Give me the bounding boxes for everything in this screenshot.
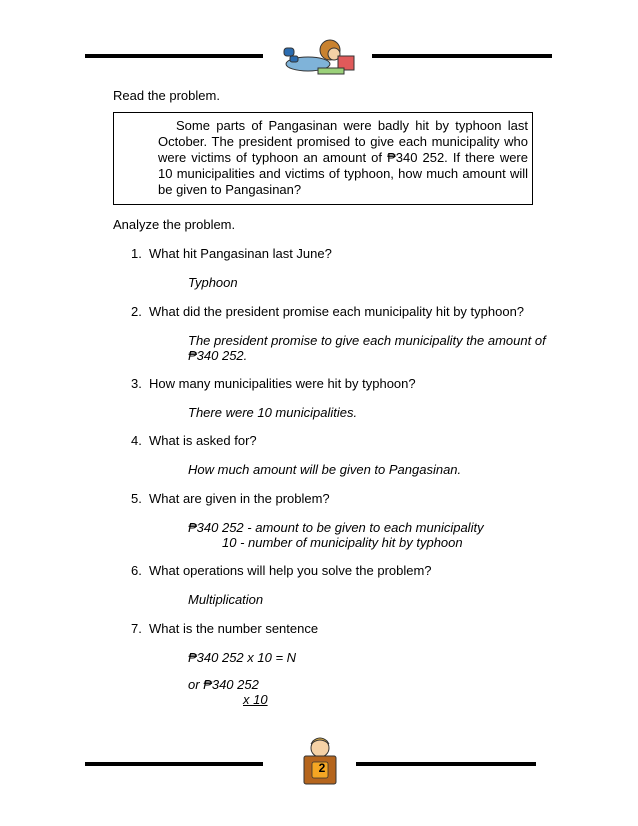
question-3: 3. How many municipalities were hit by typhoon? — [131, 376, 416, 391]
answer-6: Multiplication — [188, 592, 264, 607]
page-number: 2 — [318, 761, 326, 775]
answer-4: How much amount will be given to Pangasinan. — [188, 462, 462, 477]
question-7: 7. What is the number sentence — [131, 621, 319, 636]
answer-2-line2: ₱340 252. — [188, 348, 248, 363]
answer-5-line1: ₱340 252 - amount to be given to each municipality — [188, 520, 484, 535]
problem-text — [158, 118, 528, 198]
answer-7-sentence: ₱340 252 x 10 = N — [188, 650, 297, 665]
answer-2-line1: The president promise to give each municipality the amount of — [188, 333, 546, 348]
header-rule-left — [85, 54, 263, 58]
intro-text: Read the problem. — [113, 88, 220, 103]
problem-statement: Some parts of Pangasinan were badly hit by typhoon last October. The president promised to give each municipality who were victims of typhoon an amount of ₱340 252. If there were 10 municipalities and victims of typhoon, how much amount will be given to Pangasinan? — [158, 118, 528, 197]
answer-1: Typhoon — [188, 275, 238, 290]
analyze-text: Analyze the problem. — [113, 217, 236, 232]
girl-reading-illustration — [278, 34, 364, 78]
footer-rule-left — [85, 762, 263, 766]
header-rule-right — [372, 54, 552, 58]
answer-7-or: or ₱340 252 — [188, 677, 259, 692]
question-6: 6. What operations will help you solve the problem? — [131, 563, 432, 578]
question-2: 2. What did the president promise each municipality hit by typhoon? — [131, 304, 525, 319]
answer-7-multiplier: x 10 — [243, 692, 268, 707]
answer-3: There were 10 municipalities. — [188, 405, 358, 420]
question-5: 5. What are given in the problem? — [131, 491, 330, 506]
footer-rule-right — [356, 762, 536, 766]
answer-5-line2: 10 - number of municipality hit by typhoon — [222, 535, 463, 550]
question-1: 1. What hit Pangasinan last June? — [131, 246, 332, 261]
question-4: 4. What is asked for? — [131, 433, 257, 448]
